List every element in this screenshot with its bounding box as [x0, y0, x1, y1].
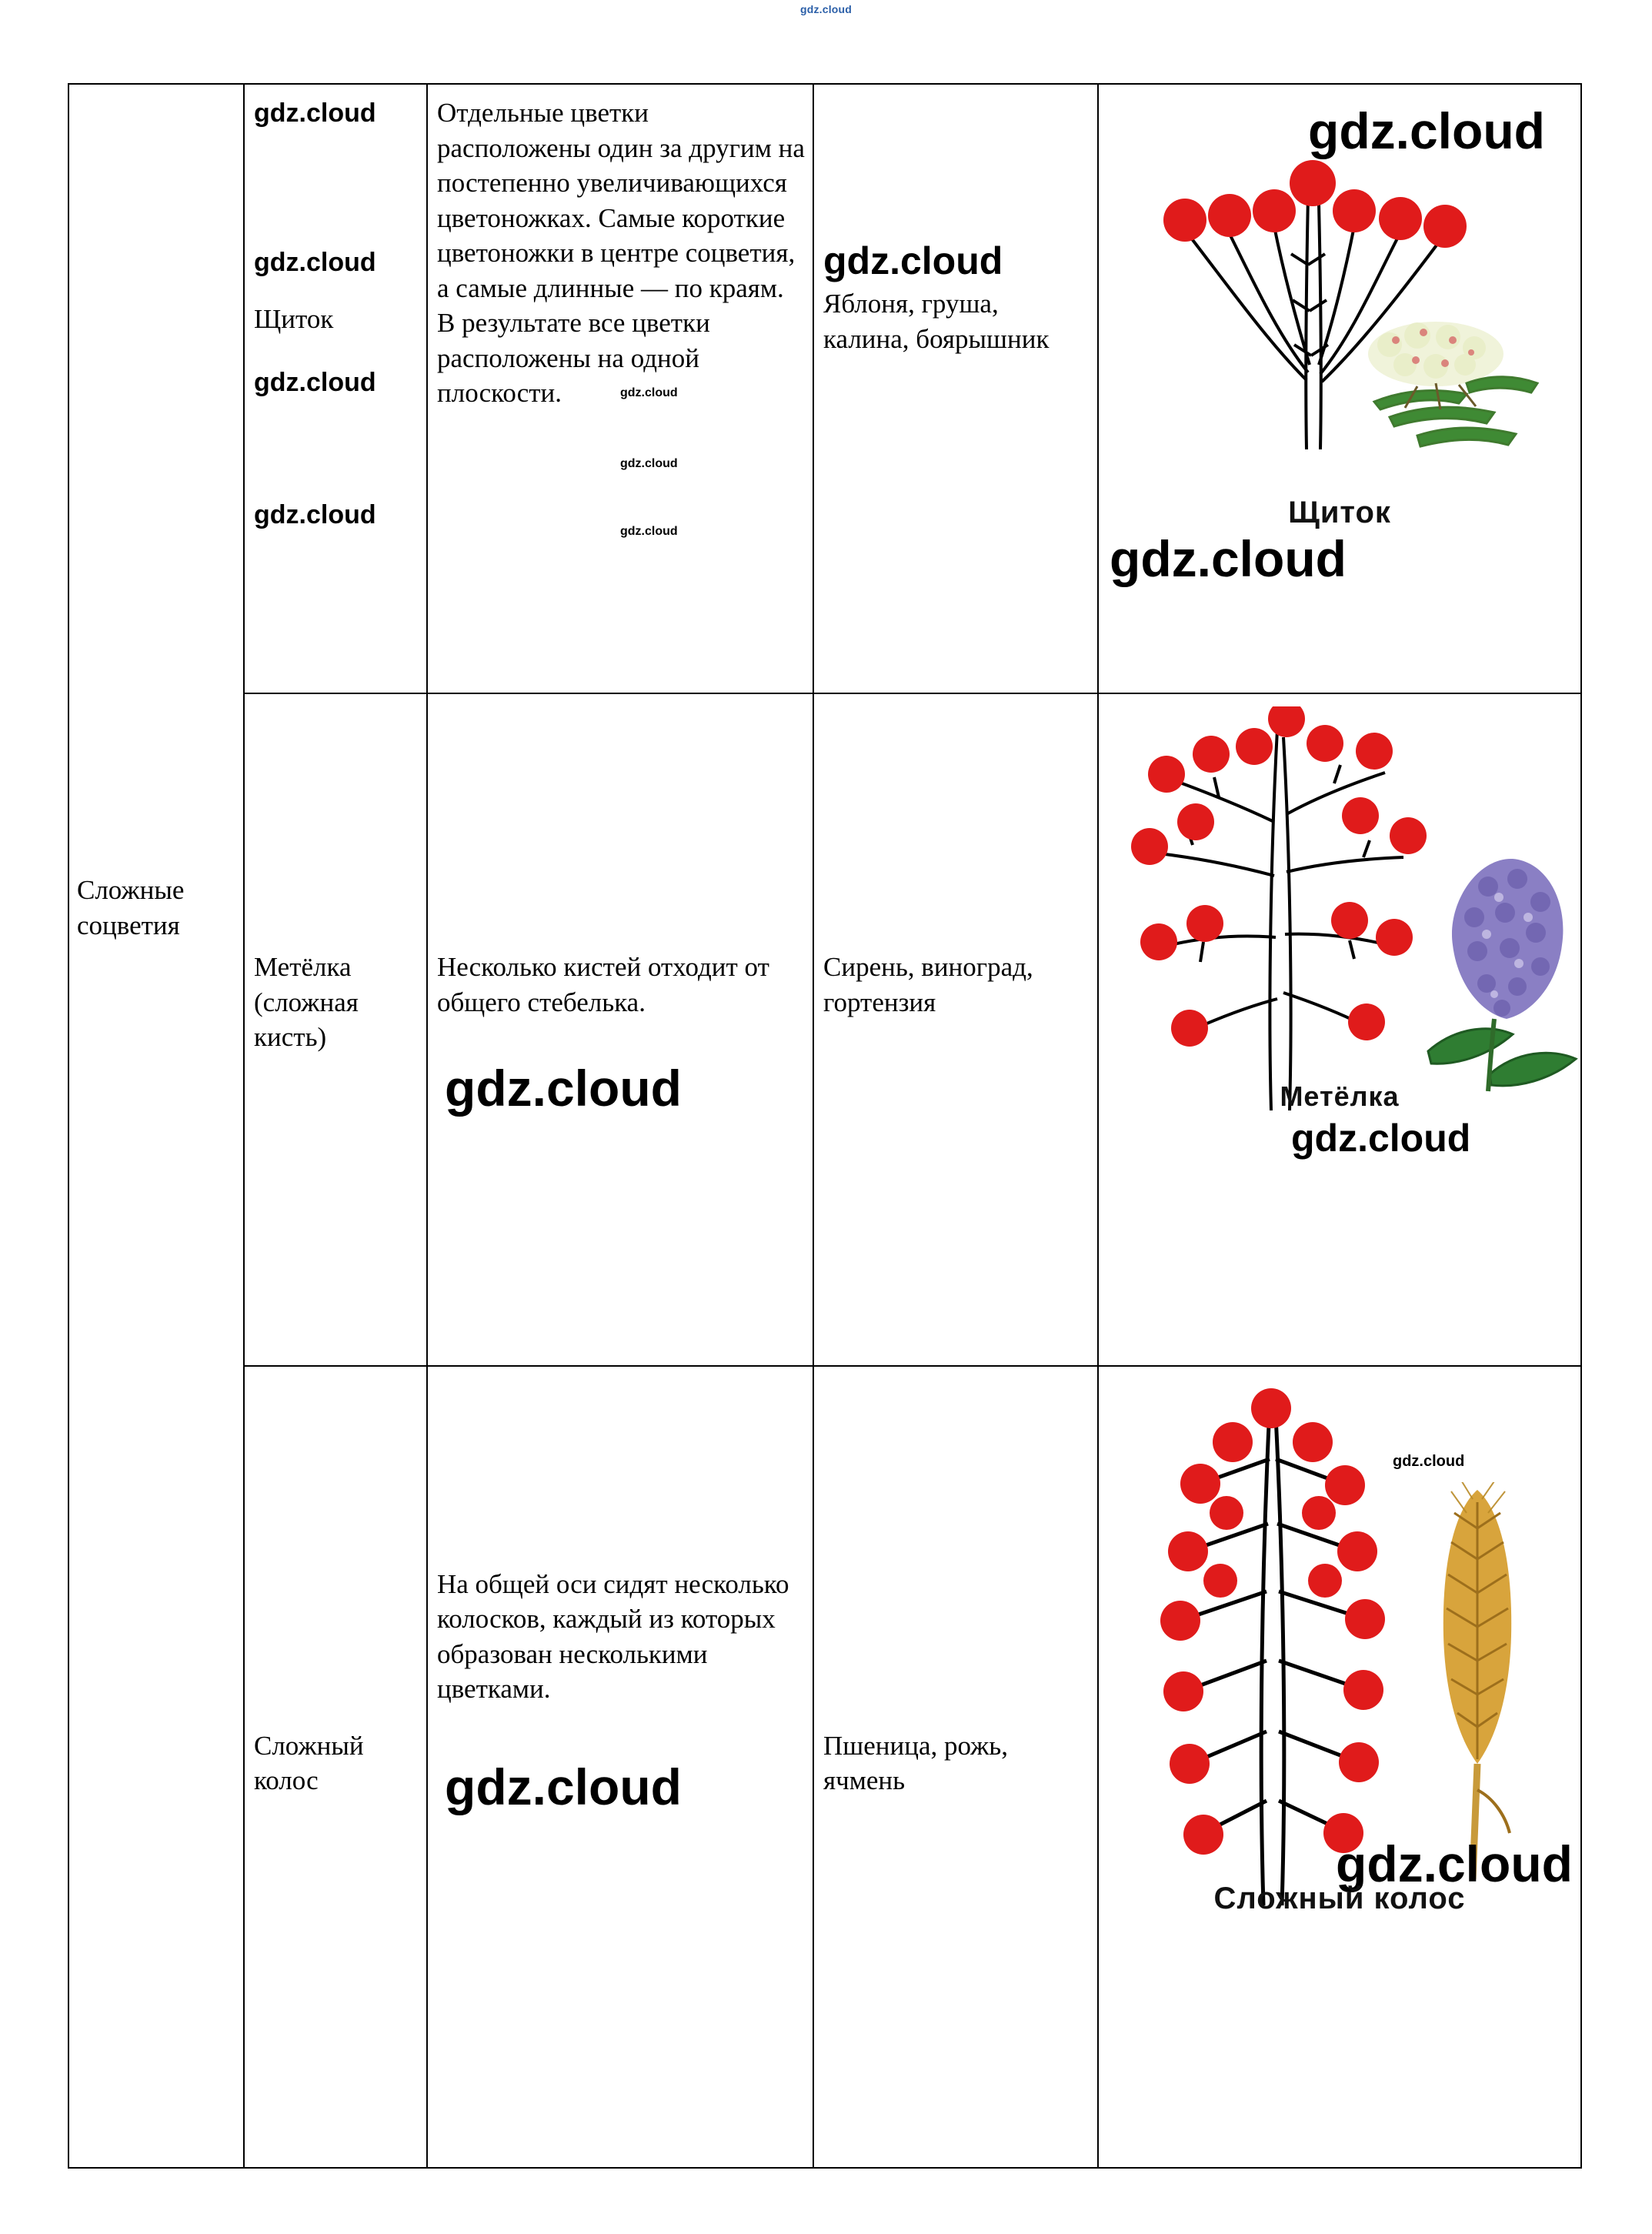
lilac-photo: [1397, 847, 1582, 1100]
table-row: [68, 693, 1581, 1366]
inflorescence-description: На общей оси сидят несколько колосков, каждый из которых образован несколькими цветками.: [437, 1568, 789, 1705]
watermark: gdz.cloud: [254, 368, 376, 397]
watermark: gdz.cloud: [1291, 1117, 1471, 1160]
watermark: gdz.cloud: [620, 457, 678, 470]
watermark: gdz.cloud: [254, 500, 376, 529]
name-cell-1: [244, 84, 427, 693]
watermark: gdz.cloud: [823, 239, 1003, 282]
inflorescence-name: Метёлка (сложная кисть): [254, 952, 359, 1053]
inflorescence-examples: Яблоня, груша, калина, боярышник: [823, 289, 1050, 354]
name-cell-2: [244, 693, 427, 1366]
watermark: gdz.cloud: [254, 99, 376, 128]
table-row: [68, 84, 1581, 693]
figure-caption: Сложный колос: [1213, 1881, 1466, 1915]
inflorescence-description: Отдельные цветки расположены один за другим на постепенно увеличивающихся цветоножках. Самые короткие цветоножки в центре соцветия, а самые длинные — по краям. В результате все цветки расположены на одной плоскости.: [437, 98, 805, 408]
description-cell-1: [427, 84, 813, 693]
table-row: [68, 1366, 1581, 2168]
figure-caption: Щиток: [1288, 496, 1391, 529]
figure-cell-2: [1098, 693, 1581, 1366]
watermark: gdz.cloud: [1110, 530, 1347, 587]
watermark: gdz.cloud: [1336, 1835, 1573, 1892]
watermark: gdz.cloud: [445, 1758, 682, 1815]
description-cell-3: [427, 1366, 813, 2168]
corymb-photo: [1343, 309, 1567, 479]
description-cell-2: [427, 693, 813, 1366]
inflorescence-table: [68, 83, 1582, 2169]
inflorescence-examples: Сирень, виноград, гортензия: [823, 952, 1033, 1017]
group-cell: [68, 84, 244, 2168]
inflorescence-examples: Пшеница, рожь, ячмень: [823, 1730, 1009, 1796]
watermark: gdz.cloud: [1308, 102, 1545, 159]
inflorescence-table-wrapper: [68, 83, 1580, 2169]
examples-cell-1: [813, 84, 1098, 693]
examples-cell-2: [813, 693, 1098, 1366]
name-cell-3: [244, 1366, 427, 2168]
wheat-photo: [1380, 1482, 1573, 1882]
page-top-watermark: gdz.cloud: [799, 3, 853, 15]
group-label: Сложные соцветия: [77, 875, 185, 940]
figure-caption: Метёлка: [1280, 1080, 1400, 1113]
watermark: gdz.cloud: [620, 525, 678, 538]
watermark: gdz.cloud: [254, 248, 376, 277]
inflorescence-description: Несколько кистей отходит от общего стебелька.: [437, 952, 769, 1017]
examples-cell-3: [813, 1366, 1098, 2168]
watermark: gdz.cloud: [620, 386, 678, 399]
inflorescence-name: Щиток: [254, 304, 334, 334]
watermark: gdz.cloud: [445, 1060, 682, 1117]
watermark: gdz.cloud: [1393, 1452, 1465, 1470]
inflorescence-name: Сложный колос: [254, 1730, 364, 1796]
figure-cell-3: [1098, 1366, 1581, 2168]
figure-cell-1: [1098, 84, 1581, 693]
